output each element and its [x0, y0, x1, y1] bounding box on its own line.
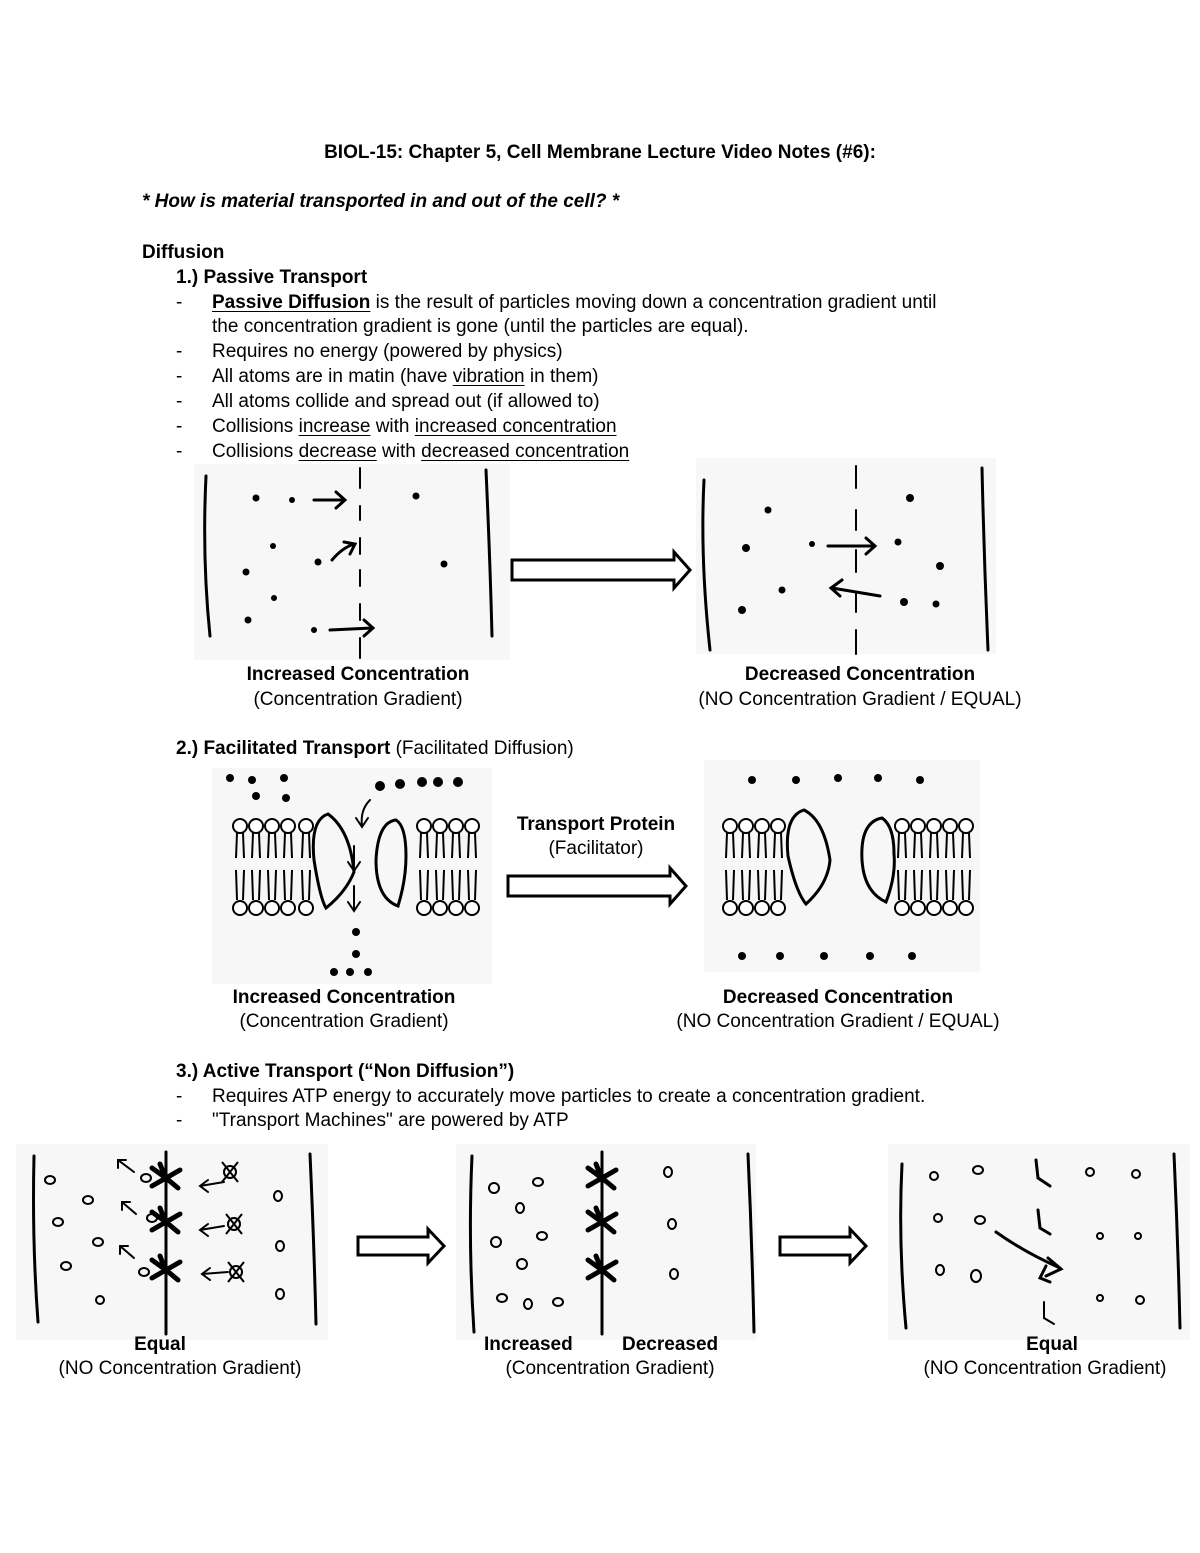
- active-transport-heading: 3.) Active Transport (“Non Diffusion”): [176, 1061, 515, 1082]
- list-item: [212, 366, 599, 388]
- page-title: BIOL-15: Chapter 5, Cell Membrane Lecture Video Notes (#6):: [324, 142, 876, 163]
- phospholipid: [771, 819, 785, 833]
- bullet-text: Collisions: [212, 441, 299, 462]
- big-hollow-arrow: [512, 552, 690, 588]
- phospholipid: [771, 901, 785, 915]
- bullet-dash: -: [176, 366, 183, 387]
- facilitated-left-sublabel: (Concentration Gradient): [239, 1011, 449, 1032]
- phospholipid: [281, 819, 295, 833]
- bullet-dash: -: [176, 391, 183, 412]
- phospholipid: [417, 901, 431, 915]
- facilitated-heading: [176, 738, 574, 760]
- active-panel2-sublabel: (Concentration Gradient): [505, 1358, 715, 1379]
- phospholipid: [249, 901, 263, 915]
- bullet-text: All atoms are in matin (have: [212, 366, 453, 387]
- phospholipid: [265, 901, 279, 915]
- phospholipid: [233, 819, 247, 833]
- phospholipid: [723, 819, 737, 833]
- phospholipid: [739, 819, 753, 833]
- phospholipid: [433, 819, 447, 833]
- phospholipid: [299, 819, 313, 833]
- phospholipid: [959, 819, 973, 833]
- phospholipid: [449, 901, 463, 915]
- transport-protein-label: Transport Protein: [516, 814, 676, 835]
- phospholipid: [943, 819, 957, 833]
- phospholipid: [739, 901, 753, 915]
- big-hollow-arrow: [508, 868, 686, 904]
- facilitated-heading-sub: (Facilitated Diffusion): [390, 738, 574, 759]
- bullet-dash: -: [176, 441, 183, 462]
- passive-left-sublabel: (Concentration Gradient): [253, 689, 463, 710]
- passive-diffusion-figure: [190, 458, 1010, 663]
- passive-right-label: Decreased Concentration: [744, 664, 976, 685]
- active-panel1-sublabel: (NO Concentration Gradient): [58, 1358, 302, 1379]
- underlined-term: increase: [298, 416, 371, 437]
- list-item-continuation: the concentration gradient is gone (until the particles are equal).: [212, 316, 749, 337]
- active-panel3-sublabel: (NO Concentration Gradient): [923, 1358, 1167, 1379]
- phospholipid: [911, 901, 925, 915]
- phospholipid: [265, 819, 279, 833]
- phospholipid: [959, 901, 973, 915]
- section-question: * How is material transported in and out of the cell? *: [142, 191, 620, 212]
- phospholipid: [943, 901, 957, 915]
- underlined-term: increased concentration: [414, 416, 617, 437]
- phospholipid: [417, 819, 431, 833]
- big-hollow-arrow: [358, 1229, 444, 1263]
- bullet-dash: -: [176, 341, 183, 362]
- phospholipid: [249, 819, 263, 833]
- passive-transport-heading: 1.) Passive Transport: [176, 267, 368, 288]
- right-membrane-panel: [704, 760, 980, 972]
- passive-right-sublabel: (NO Concentration Gradient / EQUAL): [698, 689, 1022, 710]
- phospholipid: [299, 901, 313, 915]
- active-panel-equal-final: [888, 1144, 1190, 1340]
- bullet-dash: -: [176, 1086, 183, 1107]
- phospholipid: [755, 901, 769, 915]
- bullet-dash: -: [176, 292, 183, 313]
- list-item: Requires ATP energy to accurately move particles to create a concentration gradient.: [212, 1086, 926, 1107]
- diffusion-heading: Diffusion: [142, 242, 225, 263]
- active-panel2-label-decreased: Decreased: [622, 1334, 719, 1355]
- passive-diffusion-term: Passive Diffusion: [212, 292, 371, 313]
- bullet-text: Collisions: [212, 416, 299, 437]
- facilitated-heading-bold: 2.) Facilitated Transport: [176, 738, 391, 759]
- active-panel2-label-increased: Increased: [484, 1334, 573, 1355]
- transport-protein-sublabel: (Facilitator): [548, 838, 644, 859]
- list-item: Requires no energy (powered by physics): [212, 341, 563, 362]
- active-transport-figure: [14, 1142, 1194, 1342]
- phospholipid: [911, 819, 925, 833]
- phospholipid: [281, 901, 295, 915]
- right-chamber-panel: [696, 458, 996, 654]
- list-item: [212, 416, 617, 438]
- phospholipid: [433, 901, 447, 915]
- phospholipid: [927, 819, 941, 833]
- list-item: All atoms collide and spread out (if allowed to): [212, 391, 600, 412]
- phospholipid: [449, 819, 463, 833]
- list-item: [212, 292, 936, 314]
- phospholipid: [233, 901, 247, 915]
- phospholipid: [927, 901, 941, 915]
- underlined-term: decrease: [298, 441, 377, 462]
- list-item: "Transport Machines" are powered by ATP: [212, 1110, 569, 1131]
- facilitated-right-label: Decreased Concentration: [722, 987, 954, 1008]
- bullet-text: in them): [524, 366, 599, 387]
- phospholipid: [723, 901, 737, 915]
- active-panel1-label: Equal: [134, 1334, 186, 1355]
- phospholipid: [895, 901, 909, 915]
- bullet-text: with: [370, 416, 415, 437]
- underlined-term: vibration: [452, 366, 525, 387]
- bullet-dash: -: [176, 1110, 183, 1131]
- phospholipid: [755, 819, 769, 833]
- passive-left-label: Increased Concentration: [246, 664, 470, 685]
- big-hollow-arrow: [780, 1229, 866, 1263]
- facilitated-right-sublabel: (NO Concentration Gradient / EQUAL): [676, 1011, 1000, 1032]
- left-chamber-panel: [194, 464, 510, 660]
- facilitated-diffusion-figure: [210, 760, 990, 985]
- bullet-text: with: [376, 441, 422, 462]
- phospholipid: [895, 819, 909, 833]
- underlined-term: decreased concentration: [421, 441, 630, 462]
- phospholipid: [465, 819, 479, 833]
- facilitated-left-label: Increased Concentration: [232, 987, 456, 1008]
- bullet-text: is the result of particles moving down a concentration gradient until: [370, 292, 937, 313]
- bullet-dash: -: [176, 416, 183, 437]
- phospholipid: [465, 901, 479, 915]
- active-panel3-label: Equal: [1026, 1334, 1078, 1355]
